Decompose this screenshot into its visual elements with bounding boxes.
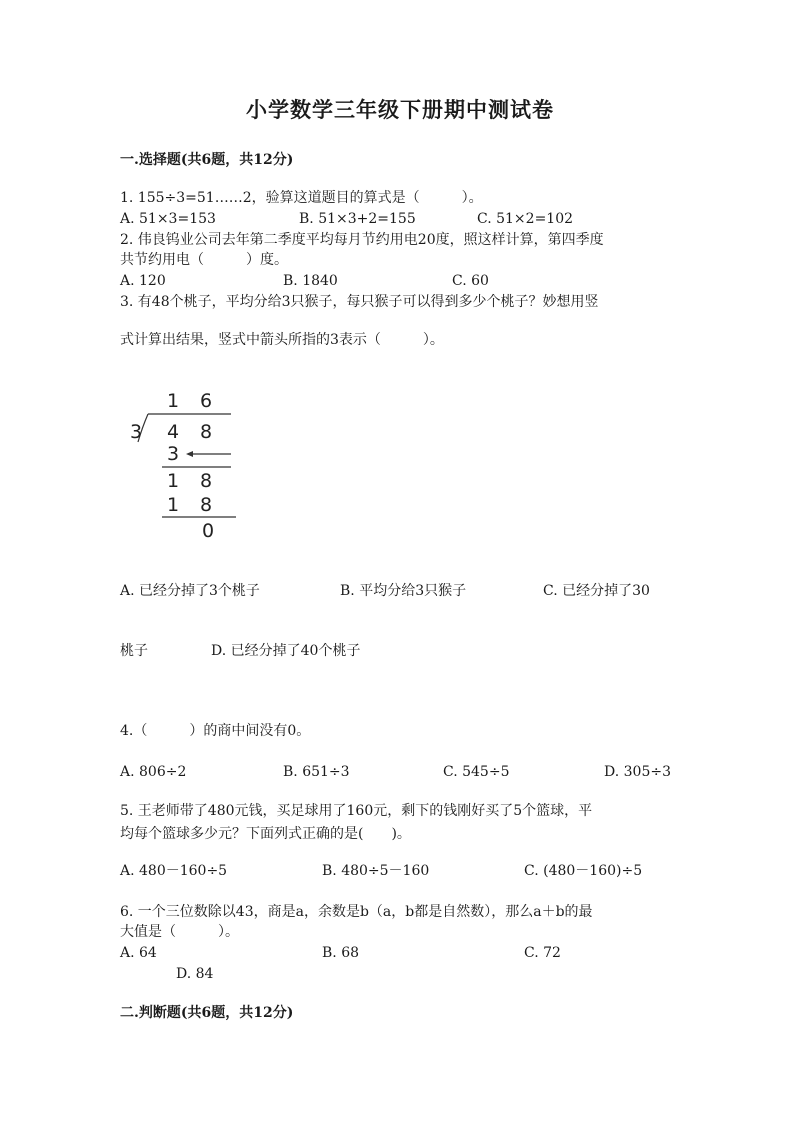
question-3-option-c-cont: 桃子	[120, 643, 148, 659]
question-2-option-a[interactable]: A. 120	[120, 273, 166, 289]
divisor-digit: 3	[130, 421, 143, 443]
question-4-stem: 4.（ ）的商中间没有0。	[120, 723, 311, 739]
dividend-ones-digit: 8	[200, 421, 213, 443]
step2-tens-digit: 1	[167, 470, 180, 492]
step1-digit: 3	[167, 443, 180, 465]
long-division-diagram	[120, 380, 250, 545]
section-heading-true-false: 二.判断题(共6题，共12分)	[120, 1005, 294, 1021]
question-6-option-c[interactable]: C. 72	[524, 945, 561, 961]
step3-ones-digit: 8	[200, 494, 213, 516]
question-6-stem-line2: 大值是（ ）。	[120, 924, 239, 940]
question-6-option-b[interactable]: B. 68	[322, 945, 360, 961]
question-6-option-d[interactable]: D. 84	[176, 966, 214, 982]
question-3-stem-line2: 式计算出结果，竖式中箭头所指的3表示（ ）。	[120, 332, 444, 348]
question-2-option-b[interactable]: B. 1840	[283, 273, 338, 289]
question-5-stem-line2: 均每个篮球多少元？下面列式正确的是( )。	[120, 826, 411, 842]
question-2-stem-line2: 共节约用电（ ）度。	[120, 252, 288, 268]
page-title: 小学数学三年级下册期中测试卷	[246, 97, 554, 122]
question-5-option-c[interactable]: C. (480－160)÷5	[524, 863, 643, 879]
question-5-option-b[interactable]: B. 480÷5－160	[322, 863, 430, 879]
question-1-option-b[interactable]: B. 51×3+2=155	[299, 211, 416, 227]
question-2-stem-line1: 2. 伟良钨业公司去年第二季度平均每月节约用电20度，照这样计算，第四季度	[120, 232, 604, 248]
question-3-option-d[interactable]: D. 已经分掉了40个桃子	[211, 643, 361, 659]
question-3-option-a[interactable]: A. 已经分掉了3个桃子	[120, 583, 260, 599]
question-6-stem-line1: 6. 一个三位数除以43，商是a，余数是b（a，b都是自然数），那么a＋b的最	[120, 904, 593, 920]
question-4-option-b[interactable]: B. 651÷3	[283, 764, 350, 780]
step3-tens-digit: 1	[167, 494, 180, 516]
question-6-option-a[interactable]: A. 64	[120, 945, 157, 961]
question-4-option-c[interactable]: C. 545÷5	[443, 764, 510, 780]
question-4-option-a[interactable]: A. 806÷2	[120, 764, 187, 780]
arrow-left-icon	[186, 451, 193, 457]
step2-ones-digit: 8	[200, 470, 213, 492]
remainder-digit: 0	[202, 520, 215, 542]
question-1-option-c[interactable]: C. 51×2=102	[477, 211, 574, 227]
question-1-stem: 1. 155÷3=51……2，验算这道题目的算式是（ ）。	[120, 190, 483, 206]
question-3-option-b[interactable]: B. 平均分给3只猴子	[340, 583, 467, 599]
question-5-stem-line1: 5. 王老师带了480元钱，买足球用了160元，剩下的钱刚好买了5个篮球，平	[120, 803, 593, 819]
quotient-ones-digit: 6	[200, 390, 213, 412]
dividend-tens-digit: 4	[167, 421, 180, 443]
section-heading-choice: 一.选择题(共6题，共12分)	[120, 152, 294, 168]
question-4-option-d[interactable]: D. 305÷3	[604, 764, 671, 780]
question-1-option-a[interactable]: A. 51×3=153	[120, 211, 216, 227]
question-2-option-c[interactable]: C. 60	[452, 273, 489, 289]
question-3-stem-line1: 3. 有48个桃子，平均分给3只猴子，每只猴子可以得到多少个桃子？妙想用竖	[120, 294, 599, 310]
quotient-tens-digit: 1	[167, 390, 180, 412]
question-3-option-c[interactable]: C. 已经分掉了30	[543, 583, 650, 599]
question-5-option-a[interactable]: A. 480－160÷5	[120, 863, 228, 879]
